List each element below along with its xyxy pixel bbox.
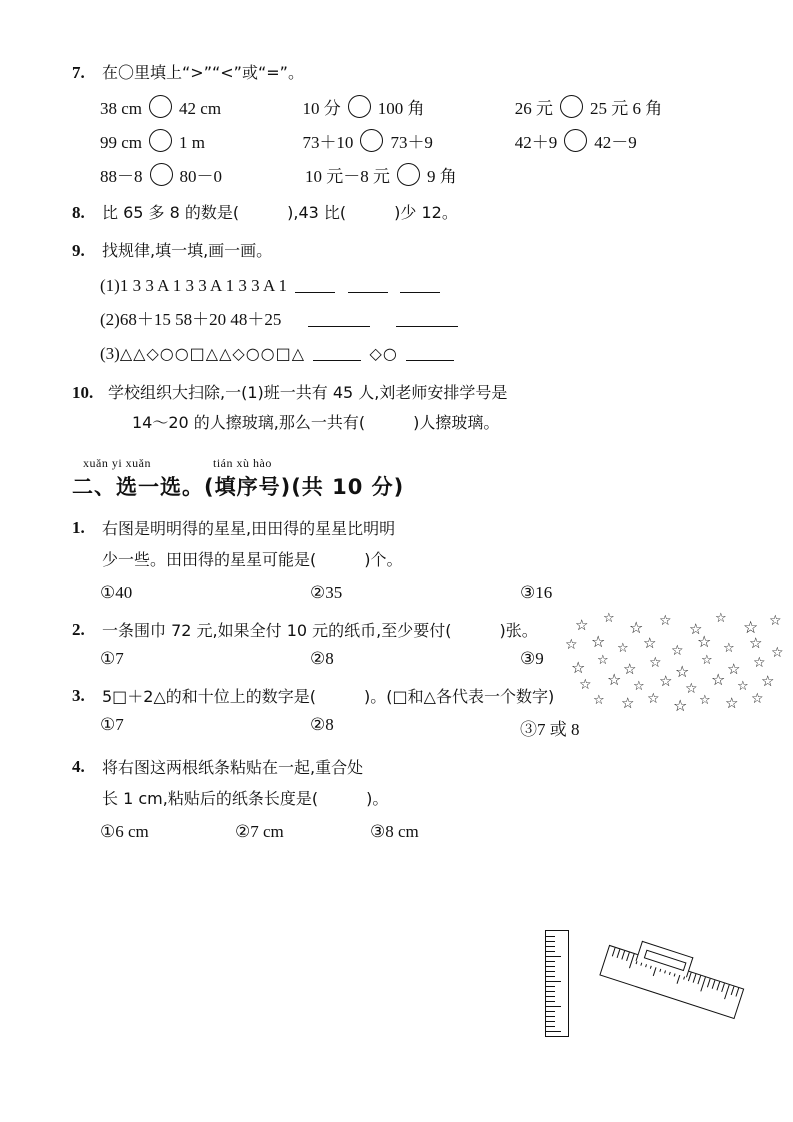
item-content: △△◇○○□△△◇○○□△ bbox=[119, 344, 306, 363]
compare-right: 1 m bbox=[179, 133, 206, 152]
compare-item bbox=[305, 163, 520, 190]
compare-right: 9 角 bbox=[427, 167, 457, 186]
answer-blank-line[interactable] bbox=[406, 345, 454, 361]
option-2[interactable]: ②8 bbox=[310, 715, 334, 734]
ruler-tick bbox=[626, 952, 630, 961]
mcq-3-number: 3. bbox=[72, 686, 85, 705]
option-3[interactable]: ③16 bbox=[520, 583, 553, 602]
ruler-tick bbox=[546, 951, 555, 952]
mcq-4-part-b: )。 bbox=[366, 789, 389, 808]
star-icon: ☆ bbox=[633, 679, 645, 694]
ruler-tick bbox=[546, 1026, 555, 1027]
star-icon: ☆ bbox=[621, 694, 635, 712]
option-3[interactable]: ③7 或 8 bbox=[520, 720, 580, 739]
question-9-item-3 bbox=[100, 340, 732, 368]
ruler-tick bbox=[546, 976, 555, 977]
mcq-4-part-a: 长 1 cm,粘贴后的纸条长度是( bbox=[102, 789, 319, 808]
ruler-tick bbox=[700, 977, 706, 992]
star-icon: ☆ bbox=[727, 660, 741, 678]
answer-blank-line[interactable] bbox=[396, 311, 458, 327]
ruler-tick bbox=[546, 986, 555, 987]
option-2[interactable]: ②8 bbox=[310, 649, 334, 668]
ruler-tick bbox=[546, 991, 555, 992]
mcq-2-part-a: 一条围巾 72 元,如果全付 10 元的纸币,至少要付( bbox=[102, 621, 452, 640]
star-icon: ☆ bbox=[617, 641, 629, 656]
star-icon: ☆ bbox=[673, 696, 688, 715]
section-2 bbox=[72, 456, 732, 501]
star-icon: ☆ bbox=[723, 641, 735, 656]
option-2[interactable]: ②35 bbox=[310, 583, 343, 602]
star-icon: ☆ bbox=[751, 691, 764, 707]
compare-right: 42－9 bbox=[594, 133, 637, 152]
mcq-3-options bbox=[100, 715, 732, 740]
mcq-1-options bbox=[100, 583, 732, 603]
star-icon: ☆ bbox=[565, 637, 578, 653]
mcq-3-part-a: 5□＋2△的和十位上的数字是( bbox=[102, 687, 317, 706]
question-8 bbox=[72, 198, 732, 228]
question-8-number: 8. bbox=[72, 203, 85, 222]
ruler-tick bbox=[546, 981, 561, 982]
ruler-tick bbox=[629, 954, 635, 969]
star-icon: ☆ bbox=[753, 655, 766, 671]
item-label: (1) bbox=[100, 276, 120, 295]
ruler-tick bbox=[712, 980, 716, 989]
compare-left: 42＋9 bbox=[514, 133, 558, 152]
mcq-1-line-1: 右图是明明得的星星,田田得的星星比明明 bbox=[102, 519, 396, 538]
star-icon: ☆ bbox=[701, 653, 713, 668]
star-icon: ☆ bbox=[571, 658, 586, 677]
star-icon: ☆ bbox=[737, 679, 749, 694]
star-icon: ☆ bbox=[659, 672, 673, 690]
compare-right: 73＋9 bbox=[390, 133, 433, 152]
answer-blank-line[interactable] bbox=[313, 345, 361, 361]
mcq-1 bbox=[72, 513, 732, 575]
star-icon: ☆ bbox=[685, 681, 698, 697]
section-2-pinyin bbox=[77, 456, 732, 471]
mcq-4-number: 4. bbox=[72, 757, 85, 776]
star-icon: ☆ bbox=[715, 611, 727, 626]
question-8-text bbox=[102, 198, 732, 228]
compare-right: 42 cm bbox=[179, 99, 222, 118]
ruler-tick bbox=[697, 975, 701, 984]
mcq-4 bbox=[72, 752, 732, 814]
compare-item bbox=[100, 129, 302, 156]
answer-circle[interactable] bbox=[564, 129, 587, 152]
ruler-tick bbox=[621, 951, 625, 960]
q10-part-b: )人擦玻璃。 bbox=[413, 413, 500, 432]
star-icon: ☆ bbox=[671, 643, 684, 659]
item-content: 68＋15 58＋20 48＋25 bbox=[119, 310, 282, 329]
star-icon: ☆ bbox=[593, 693, 605, 708]
mcq-2-number: 2. bbox=[72, 620, 85, 639]
star-icon: ☆ bbox=[689, 620, 703, 638]
star-icon: ☆ bbox=[743, 618, 759, 638]
mcq-4-options bbox=[100, 822, 732, 842]
compare-item bbox=[100, 163, 305, 190]
star-icon: ☆ bbox=[591, 632, 606, 651]
star-icon: ☆ bbox=[607, 670, 622, 689]
option-3[interactable]: ③9 bbox=[520, 649, 544, 668]
answer-circle[interactable] bbox=[397, 163, 420, 186]
ruler-tick bbox=[612, 948, 616, 957]
star-icon: ☆ bbox=[771, 645, 784, 661]
pinyin-xuan-yi-xuan: xuǎn yi xuǎn bbox=[83, 456, 151, 470]
mcq-1-line-2 bbox=[102, 544, 522, 575]
star-cluster bbox=[563, 608, 793, 715]
question-9 bbox=[72, 236, 732, 266]
star-icon: ☆ bbox=[597, 653, 609, 668]
answer-circle[interactable] bbox=[360, 129, 383, 152]
mcq-1-number: 1. bbox=[72, 518, 85, 537]
answer-blank-line[interactable] bbox=[400, 277, 440, 293]
mcq-2-part-b: )张。 bbox=[499, 621, 538, 640]
star-icon: ☆ bbox=[649, 655, 662, 671]
compare-left: 88－8 bbox=[100, 167, 143, 186]
section-2-title: 二、选一选。(填序号)(共 10 分) bbox=[72, 475, 405, 499]
q8-part-a: 比 65 多 8 的数是( bbox=[102, 203, 240, 222]
option-2[interactable]: ②7 cm bbox=[235, 822, 284, 841]
ruler-tick bbox=[546, 1011, 555, 1012]
ruler-tick bbox=[724, 985, 730, 1000]
mcq-1-text bbox=[102, 513, 522, 575]
ruler-tick bbox=[546, 971, 555, 972]
ruler-tick bbox=[546, 961, 555, 962]
question-9-number: 9. bbox=[72, 241, 85, 260]
star-icon: ☆ bbox=[629, 618, 644, 637]
item-content: 1 3 3 A 1 3 3 A 1 3 3 A 1 bbox=[119, 276, 288, 295]
option-1[interactable]: ①6 cm bbox=[100, 822, 149, 841]
item-label: (3) bbox=[100, 344, 120, 363]
ruler-tick bbox=[546, 936, 555, 937]
answer-circle[interactable] bbox=[149, 95, 172, 118]
mcq-1-part-a: 少一些。田田得的星星可能是( bbox=[102, 550, 317, 569]
ruler-tick bbox=[617, 949, 621, 958]
ruler-tick bbox=[546, 1006, 561, 1007]
vertical-ruler bbox=[545, 930, 569, 1037]
option-1[interactable]: ①7 bbox=[100, 715, 124, 734]
q10-part-a: 14～20 的人擦玻璃,那么一共有( bbox=[132, 413, 366, 432]
answer-blank-line[interactable] bbox=[348, 277, 388, 293]
star-icon: ☆ bbox=[603, 611, 615, 626]
ruler-tick bbox=[693, 974, 697, 983]
question-9-item-1 bbox=[100, 272, 732, 300]
compare-right: 80－0 bbox=[179, 167, 222, 186]
ruler-tick bbox=[716, 982, 720, 991]
ruler-tick bbox=[546, 1016, 555, 1017]
question-10 bbox=[72, 378, 732, 438]
compare-left: 10 元－8 元 bbox=[305, 167, 390, 186]
star-icon: ☆ bbox=[623, 660, 637, 678]
answer-blank-line[interactable] bbox=[295, 277, 335, 293]
star-icon: ☆ bbox=[699, 693, 711, 708]
ruler-tick bbox=[546, 1021, 555, 1022]
star-icon: ☆ bbox=[579, 677, 592, 693]
pinyin-tian-xu-hao: tián xù hào bbox=[213, 456, 272, 470]
ruler-tick bbox=[546, 956, 561, 957]
option-1[interactable]: ①40 bbox=[100, 583, 133, 602]
mcq-1-part-b: )个。 bbox=[364, 550, 403, 569]
option-3[interactable]: ③8 cm bbox=[370, 822, 419, 841]
diagonal-ruler bbox=[599, 931, 746, 1018]
worksheet-content bbox=[72, 58, 732, 842]
compare-item bbox=[515, 95, 732, 122]
item-label: (2) bbox=[100, 310, 120, 329]
star-icon: ☆ bbox=[643, 634, 657, 652]
mcq-4-line-2 bbox=[102, 783, 542, 814]
compare-left: 10 分 bbox=[302, 99, 341, 118]
compare-left: 26 元 bbox=[514, 99, 553, 118]
answer-circle[interactable] bbox=[560, 95, 583, 118]
star-icon: ☆ bbox=[725, 694, 739, 712]
star-icon: ☆ bbox=[575, 616, 589, 634]
compare-right: 100 角 bbox=[377, 99, 425, 118]
compare-row-1 bbox=[100, 95, 732, 122]
mcq-4-line-1: 将右图这两根纸条粘贴在一起,重合处 bbox=[102, 758, 364, 777]
star-icon: ☆ bbox=[711, 670, 726, 689]
option-1[interactable]: ①7 bbox=[100, 649, 124, 668]
compare-left: 99 cm bbox=[100, 133, 143, 152]
question-10-number: 10. bbox=[72, 383, 94, 402]
q10-line-1: 学校组织大扫除,一(1)班一共有 45 人,刘老师安排学号是 bbox=[108, 383, 508, 402]
item-tail: ◇○ bbox=[369, 344, 398, 363]
ruler-tick bbox=[546, 1031, 561, 1032]
ruler-tick bbox=[721, 983, 725, 992]
star-icon: ☆ bbox=[659, 613, 672, 629]
ruler-tick bbox=[688, 972, 692, 981]
ruler-tick bbox=[735, 988, 739, 997]
q8-part-c: )少 12。 bbox=[394, 203, 458, 222]
answer-circle[interactable] bbox=[150, 163, 173, 186]
star-icon: ☆ bbox=[769, 613, 782, 629]
ruler-tick bbox=[546, 1001, 555, 1002]
compare-right: 25 元 6 角 bbox=[590, 99, 663, 118]
paper-strip-figures bbox=[545, 930, 755, 1040]
question-7-number: 7. bbox=[72, 63, 85, 82]
question-10-text bbox=[108, 378, 732, 438]
ruler-tick bbox=[546, 941, 555, 942]
mcq-3-part-b: )。(□和△各代表一个数字) bbox=[364, 687, 555, 706]
compare-item bbox=[302, 95, 514, 122]
compare-left: 38 cm bbox=[100, 99, 143, 118]
question-7 bbox=[72, 58, 732, 88]
ruler-tick bbox=[707, 979, 711, 988]
star-icon: ☆ bbox=[761, 672, 775, 690]
question-7-prompt: 在〇里填上“>”“<”或“=”。 bbox=[102, 63, 304, 82]
answer-circle[interactable] bbox=[348, 95, 371, 118]
answer-circle[interactable] bbox=[149, 129, 172, 152]
star-icon: ☆ bbox=[647, 691, 660, 707]
compare-row-2 bbox=[100, 129, 732, 156]
q10-line-2 bbox=[132, 408, 732, 438]
compare-left: 73＋10 bbox=[302, 133, 354, 152]
ruler-tick bbox=[546, 966, 555, 967]
star-icon: ☆ bbox=[749, 634, 763, 652]
star-icon: ☆ bbox=[697, 632, 712, 651]
compare-item bbox=[302, 129, 514, 156]
compare-item bbox=[100, 95, 302, 122]
q8-part-b: ),43 比( bbox=[287, 203, 347, 222]
ruler-tick bbox=[731, 986, 735, 995]
question-9-prompt: 找规律,填一填,画一画。 bbox=[102, 241, 273, 260]
star-icon: ☆ bbox=[675, 662, 690, 681]
answer-blank-line[interactable] bbox=[308, 311, 370, 327]
ruler-tick bbox=[546, 996, 555, 997]
question-9-item-2 bbox=[100, 306, 732, 334]
compare-row-3 bbox=[100, 163, 732, 190]
ruler-tick bbox=[546, 946, 555, 947]
mcq-4-text bbox=[102, 752, 542, 814]
compare-item bbox=[515, 129, 732, 156]
